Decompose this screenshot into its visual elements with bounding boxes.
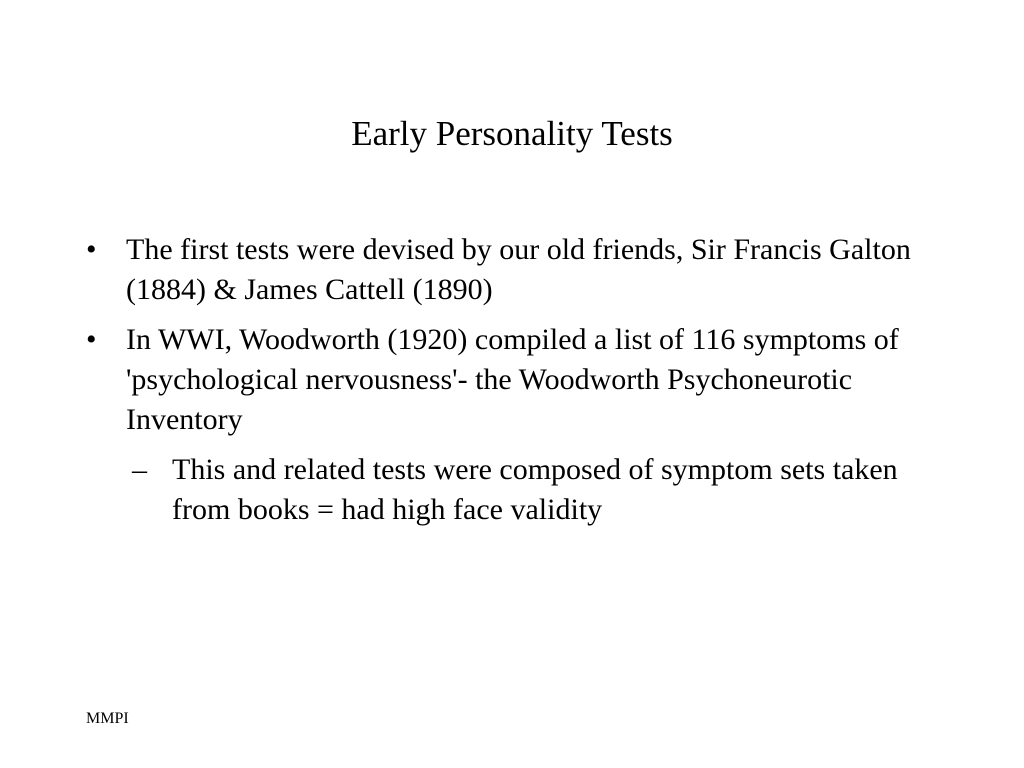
bullet-marker: • [86,323,97,356]
sub-bullet-item [84,450,944,530]
sub-bullet-marker: – [132,453,147,486]
bullet-text: The first tests were devised by our old friends, Sir Francis Galton (1884) & James Cattell (1890) [126,233,911,306]
bullet-item [84,320,944,440]
slide-footer: MMPI [86,710,129,727]
bullet-marker: • [86,233,97,266]
bullet-list [84,230,944,540]
bullet-text: In WWI, Woodworth (1920) compiled a list of 116 symptoms of 'psychological nervousness'- the Woodworth Psychoneurotic Inventory [126,323,899,436]
slide-title: Early Personality Tests [351,114,673,153]
bullet-item [84,230,944,310]
sub-bullet-text: This and related tests were composed of symptom sets taken from books = had high face validity [172,453,898,526]
